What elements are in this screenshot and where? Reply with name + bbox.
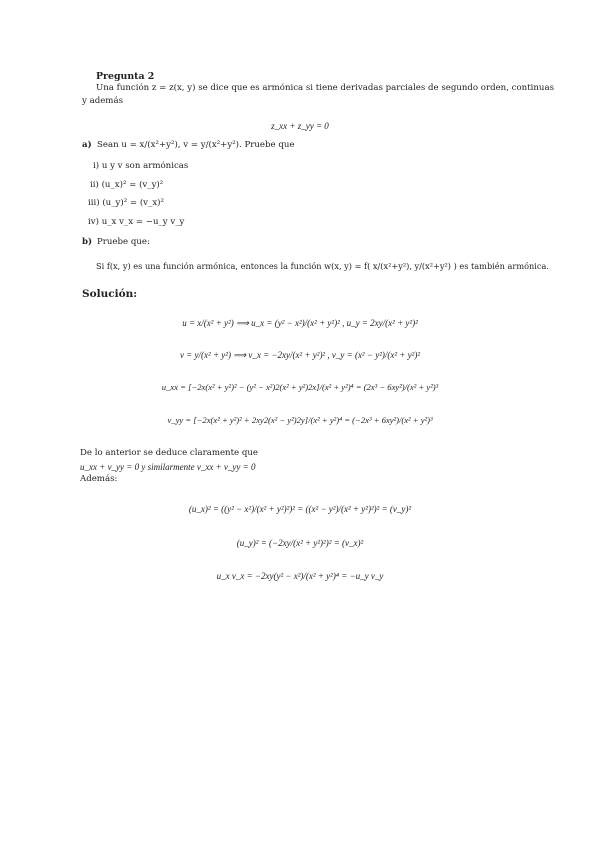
part-b-text: Pruebe que: <box>97 237 150 247</box>
equation-v: v = y/(x² + y²) ⟹ v_x = −2xy/(x² + y²)² , v_y = (x² − y²)/(x² + y²)² <box>179 350 421 360</box>
part-a-label: a) <box>82 140 92 150</box>
ademas-label: Además: <box>80 474 118 484</box>
solution-title: Solución: <box>82 288 138 300</box>
question-title: Pregunta 2 <box>96 71 155 82</box>
part-b-statement: Si f(x, y) es una función armónica, entonces la función w(x, y) = f( x/(x²+y²), y/(x²+y²) ) es también armónica. <box>96 261 549 271</box>
part-b-label: b) <box>82 237 93 247</box>
part-a-item: iii) (u_y)² = (v_x)² <box>88 198 164 208</box>
intro-line-2: y además <box>82 96 123 106</box>
equation-vyy: v_yy = [−2x(x² + y²)² + 2xy2(x² − y²)2y]/(x² + y²)⁴ = (−2x³ + 6xy²)/(x² + y²)³ <box>167 415 433 425</box>
laplace-equation: z_xx + z_yy = 0 <box>271 121 329 131</box>
equation-ux-vx: u_x v_x = −2xy(y² − x²)/(x² + y²)⁴ = −u_y v_y <box>216 571 384 581</box>
part-a-item: iv) u_x v_x = −u_y v_y <box>88 217 185 227</box>
intro-line-1: Una función z = z(x, y) se dice que es armónica si tiene derivadas parciales de segundo orden, continuas <box>96 83 554 93</box>
equation-uxx: u_xx = [−2x(x² + y²)² − (y² − x²)2(x² + y²)2x]/(x² + y²)⁴ = (2x³ − 6xy²)/(x² + y²)³ <box>161 382 439 392</box>
equation-u: u = x/(x² + y²) ⟹ u_x = (y² − x²)/(x² + y²)² , u_y = 2xy/(x² + y²)² <box>182 318 418 328</box>
part-a-item: i) u y v son armónicas <box>93 161 189 171</box>
deduce-line-2: u_xx + v_yy = 0 y similarmente v_xx + v_yy = 0 <box>80 462 256 472</box>
equation-ux-squared: (u_x)² = ((y² − x²)/(x² + y²)²)² = ((x² − y²)/(x² + y²)²)² = (v_y)² <box>188 504 412 514</box>
equation-uy-squared: (u_y)² = (−2xy/(x² + y²)²)² = (v_x)² <box>236 538 364 548</box>
deduce-line-1: De lo anterior se deduce claramente que <box>80 448 258 458</box>
part-a-item: ii) (u_x)² = (v_y)² <box>90 180 164 190</box>
part-a-text: Sean u = x/(x²+y²), v = y/(x²+y²). Pruebe que <box>97 140 295 150</box>
